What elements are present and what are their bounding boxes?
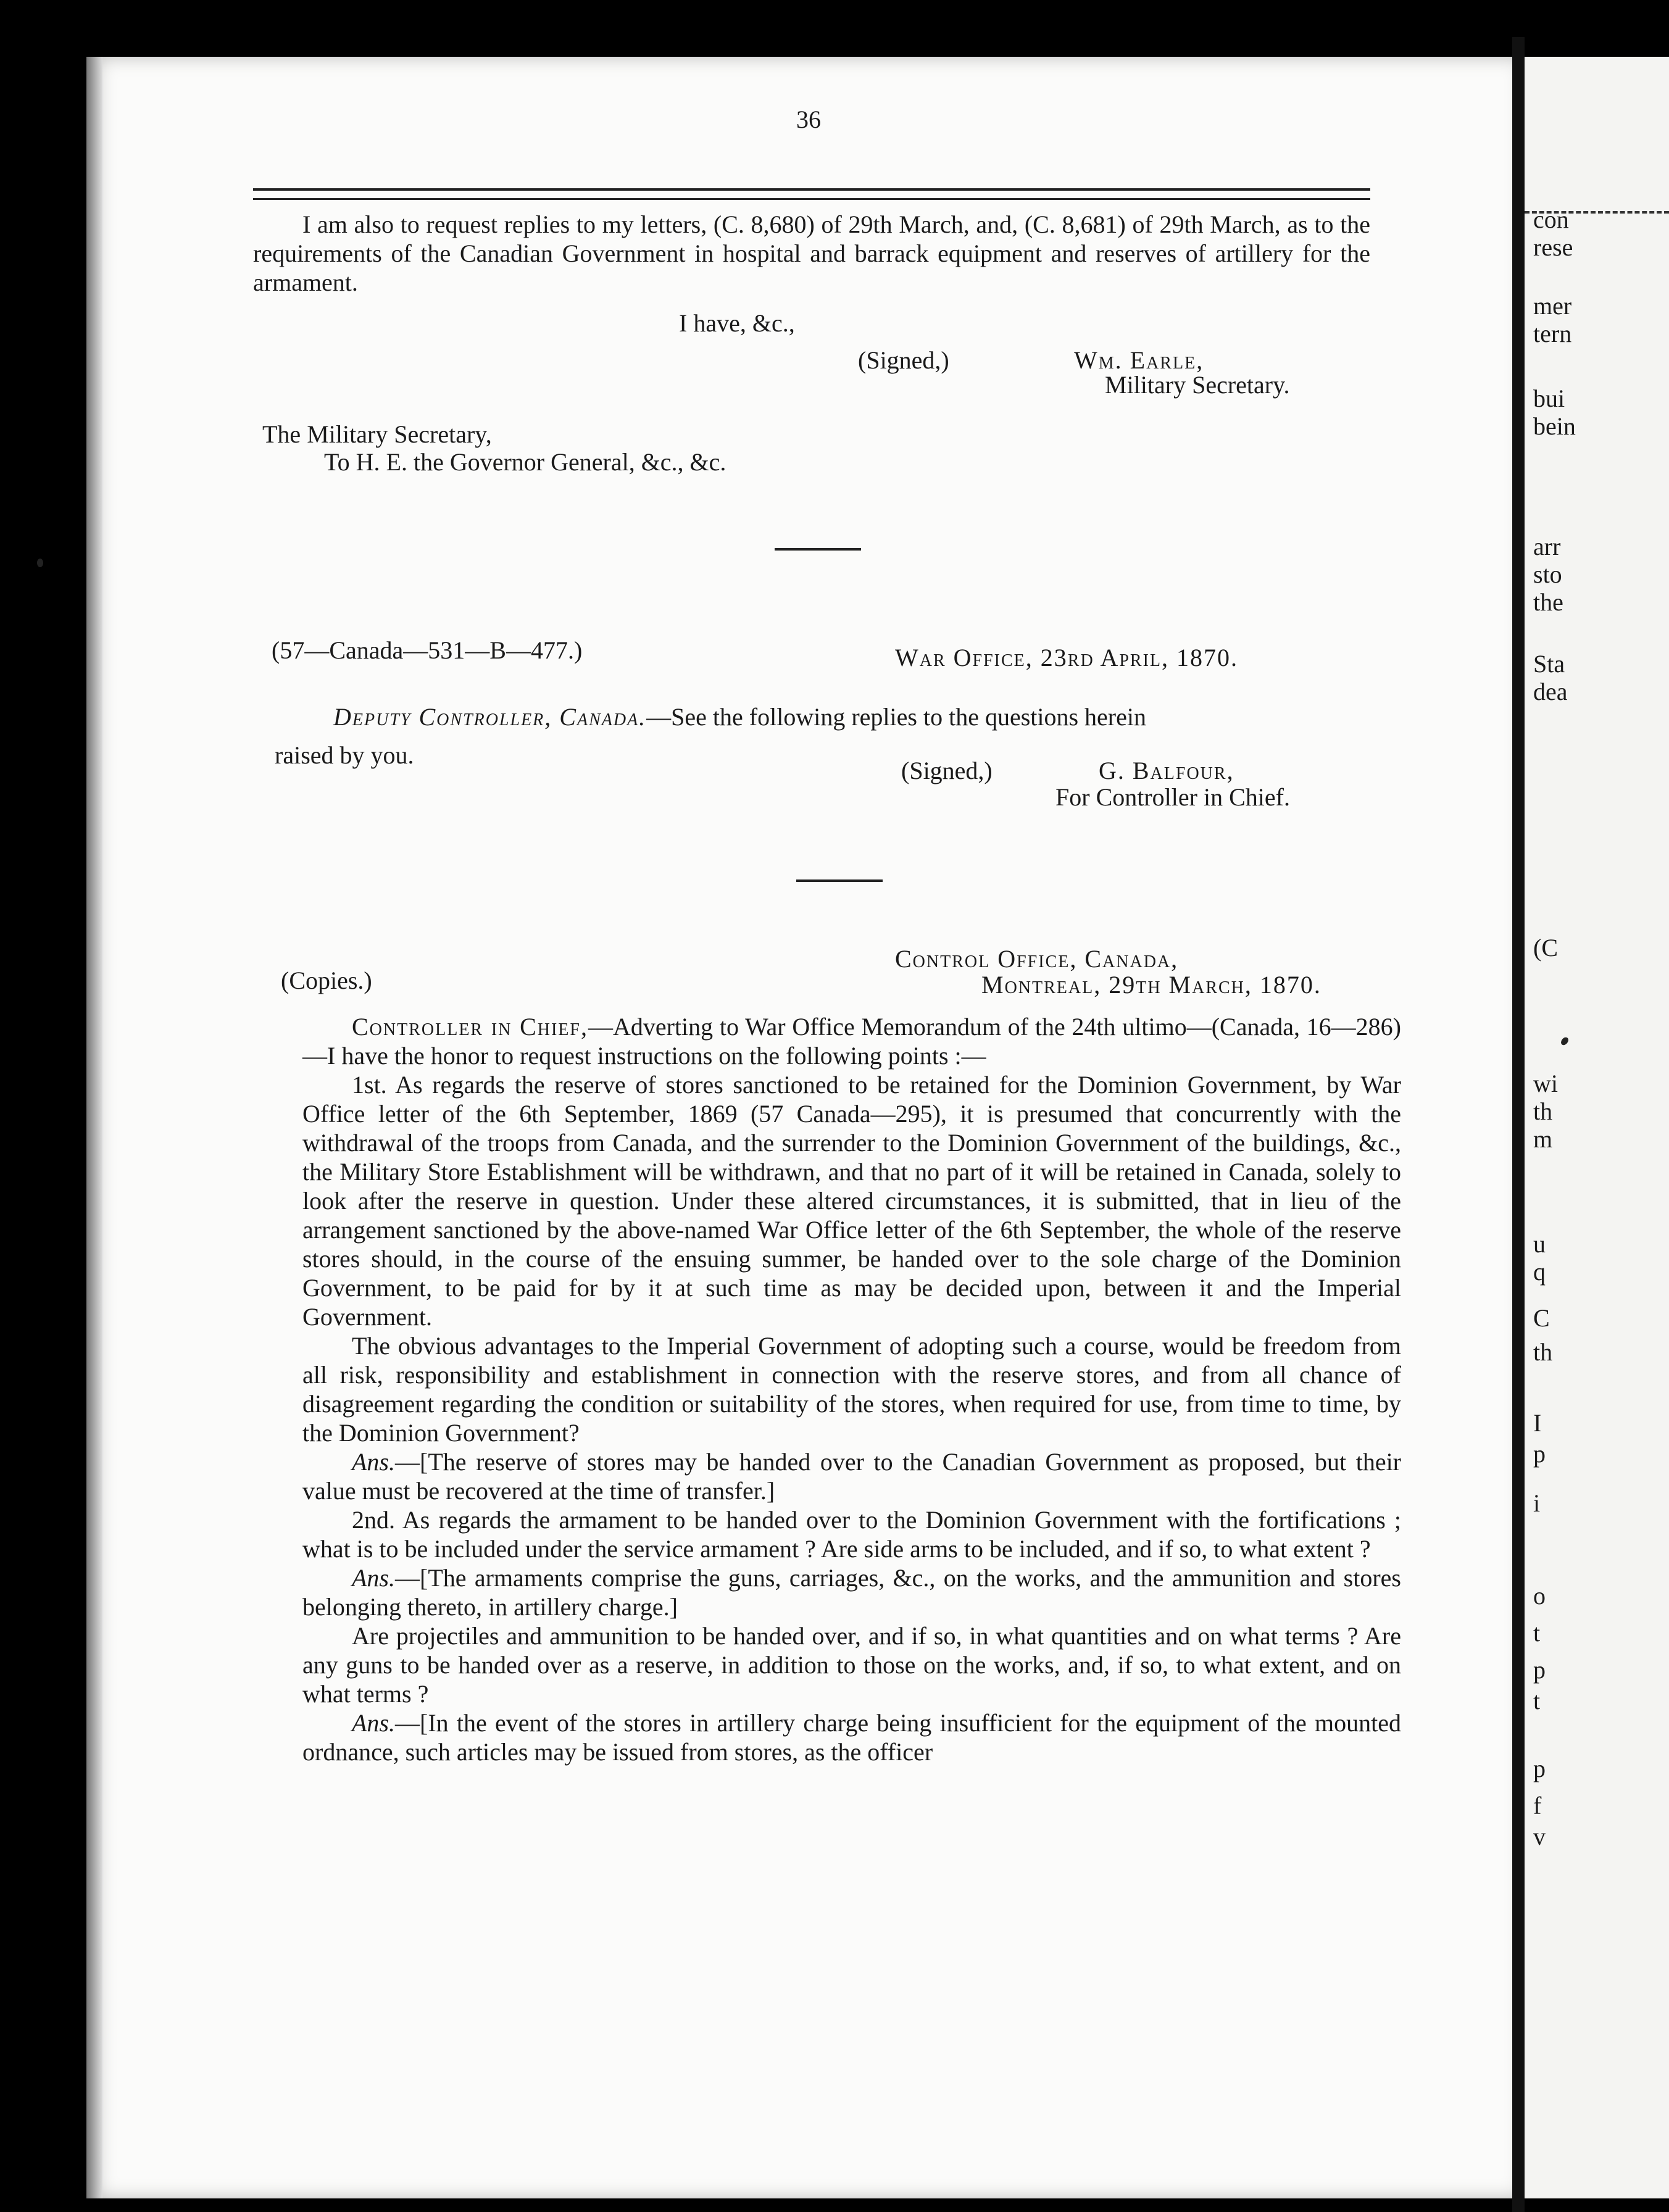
answer-1-text: —[The reserve of stores may be handed over to the Canadian Government as proposed, but their value must be recovered at the time of transfer.] [302, 1448, 1401, 1505]
copy-body [302, 1012, 1401, 1766]
header-double-rule [253, 188, 1370, 200]
facing-page-fragment: o [1533, 1582, 1546, 1610]
answer-3-label: Ans. [352, 1709, 395, 1737]
i-have-line: I have, &c., [679, 309, 795, 337]
copy-intro-paragraph [302, 1012, 1401, 1070]
addressee-line-1: The Military Secretary, [262, 420, 492, 448]
facing-page [1525, 57, 1669, 2198]
memo-body-1: —See the following replies to the questions herein [646, 703, 1146, 731]
copy-salutation: Controller in Chief, [352, 1013, 588, 1041]
facing-page-fragment: th [1533, 1338, 1553, 1366]
memo-body-line-1 [333, 702, 1146, 731]
answer-3 [302, 1708, 1401, 1766]
facing-page-fragment: p [1533, 1656, 1546, 1684]
facing-page-fragment: v [1533, 1823, 1546, 1850]
book-gutter [1512, 37, 1525, 2212]
facing-page-fragment: tern [1533, 320, 1572, 347]
signatory-earle-title: Military Secretary. [1105, 371, 1290, 399]
answer-1 [302, 1447, 1401, 1505]
memo-heading: Deputy Controller, Canada. [333, 703, 647, 731]
point-1b: The obvious advantages to the Imperial Government of adopting such a course, would be freedom from all risk, responsibility and establishment in connection with the reserve stores, and from all chance of disagreement regarding the condition or suitability of the stores, when required for use, from time to time, by the Dominion Government? [302, 1332, 1401, 1447]
facing-page-fragment: I [1533, 1409, 1542, 1437]
facing-page-fragment: rese [1533, 233, 1573, 261]
facing-page-fragment: dea [1533, 678, 1568, 705]
closing-paragraph: I am also to request replies to my letters, (C. 8,680) of 29th March, and, (C. 8,681) of 29th March, as to the requirements of the Canadian Government in hospital and barrack equipment and reserves of artillery for the armament. [253, 210, 1370, 296]
facing-page-fragment: f [1533, 1792, 1542, 1819]
facing-page-fragment: wi [1533, 1070, 1558, 1097]
facing-page-fragment: arr [1533, 533, 1561, 560]
signatory-balfour: G. Balfour, [1099, 757, 1234, 784]
signatory-earle: Wm. Earle, [1074, 346, 1204, 374]
facing-page-fragment: (C [1533, 934, 1558, 962]
memo-body-2: raised by you. [275, 741, 414, 769]
page-shadow [86, 57, 102, 2198]
copy-intro: —Adverting to War Office Memorandum of the 24th ultimo—(Canada, 16—286)—I have the honor to request instructions on the following points :— [302, 1013, 1401, 1070]
answer-1-label: Ans. [352, 1448, 395, 1476]
answer-3-text: —[In the event of the stores in artillery charge being insufficient for the equipment of the mounted ordnance, such articles may be issued from stores, as the officer [302, 1709, 1401, 1766]
facing-page-fragment: m [1533, 1125, 1553, 1153]
facing-page-fragment: p [1533, 1755, 1546, 1782]
scan-speck [37, 559, 43, 567]
facing-page-fragment: mer [1533, 292, 1572, 320]
facing-page-fragment: Sta [1533, 650, 1565, 678]
facing-page-fragment: q [1533, 1258, 1546, 1286]
control-place-date: Montreal, 29th March, 1870. [981, 971, 1321, 999]
facing-page-fragment: C [1533, 1304, 1550, 1332]
facing-page-fragment: sto [1533, 560, 1562, 588]
facing-page-fragment: the [1533, 588, 1563, 616]
signed-label-1: (Signed,) [858, 346, 949, 374]
page-number: 36 [796, 106, 821, 133]
answer-2-label: Ans. [352, 1564, 395, 1592]
facing-page-fragment: t [1533, 1619, 1541, 1647]
facing-page-fragment: bui [1533, 385, 1565, 412]
facing-page-fragment: t [1533, 1687, 1541, 1715]
point-3: Are projectiles and ammunition to be handed over, and if so, in what quantities and on what terms ? Are any guns to be handed over as a reserve, in addition to those on the works, and, if so, to what extent, and on what terms ? [302, 1622, 1401, 1708]
copies-label: (Copies.) [281, 967, 372, 994]
signed-label-2: (Signed,) [901, 757, 993, 784]
memo-place-date: War Office, 23rd April, 1870. [895, 644, 1239, 672]
signatory-balfour-title: For Controller in Chief. [1055, 783, 1290, 811]
answer-2 [302, 1563, 1401, 1621]
memo-reference: (57—Canada—531—B—477.) [272, 636, 583, 664]
facing-page-fragment: u [1533, 1230, 1546, 1258]
facing-page-fragment: con [1533, 206, 1569, 233]
addressee-line-2: To H. E. the Governor General, &c., &c. [324, 448, 726, 476]
point-1: 1st. As regards the reserve of stores sanctioned to be retained for the Dominion Government, by War Office letter of the 6th September, 1869 (57 Canada—295), it is presumed that concurrently with the withdrawal of the troops from Canada, and the surrender to the Dominion Government of the buildings, &c., the Military Store Establishment will be withdrawn, and that no part of it will be retained in Canada, solely to look after the reserve in question. Under these altered circumstances, it is submitted, that in lieu of the arrangement sanctioned by the above-named War Office letter of the 6th September, the whole of the reserve stores should, in the course of the ensuing summer, be handed over to the sole charge of the Dominion Government, to be paid for by it at such time as may be decided upon, between it and the Imperial Government. [302, 1071, 1401, 1331]
facing-page-fragment: bein [1533, 412, 1576, 440]
facing-page-fragment: p [1533, 1440, 1546, 1468]
section-divider-1 [775, 548, 861, 551]
facing-page-fragment: th [1533, 1097, 1553, 1125]
answer-2-text: —[The armaments comprise the guns, carriages, &c., on the works, and the ammunition and stores belonging thereto, in artillery charge.] [302, 1564, 1401, 1621]
control-office: Control Office, Canada, [895, 945, 1179, 973]
point-2: 2nd. As regards the armament to be handed over to the Dominion Government with the fortifications ; what is to be included under the service armament ? Are side arms to be included, and if so, to what extent ? [302, 1506, 1401, 1563]
facing-page-fragment: i [1533, 1489, 1541, 1517]
section-divider-2 [796, 879, 883, 882]
